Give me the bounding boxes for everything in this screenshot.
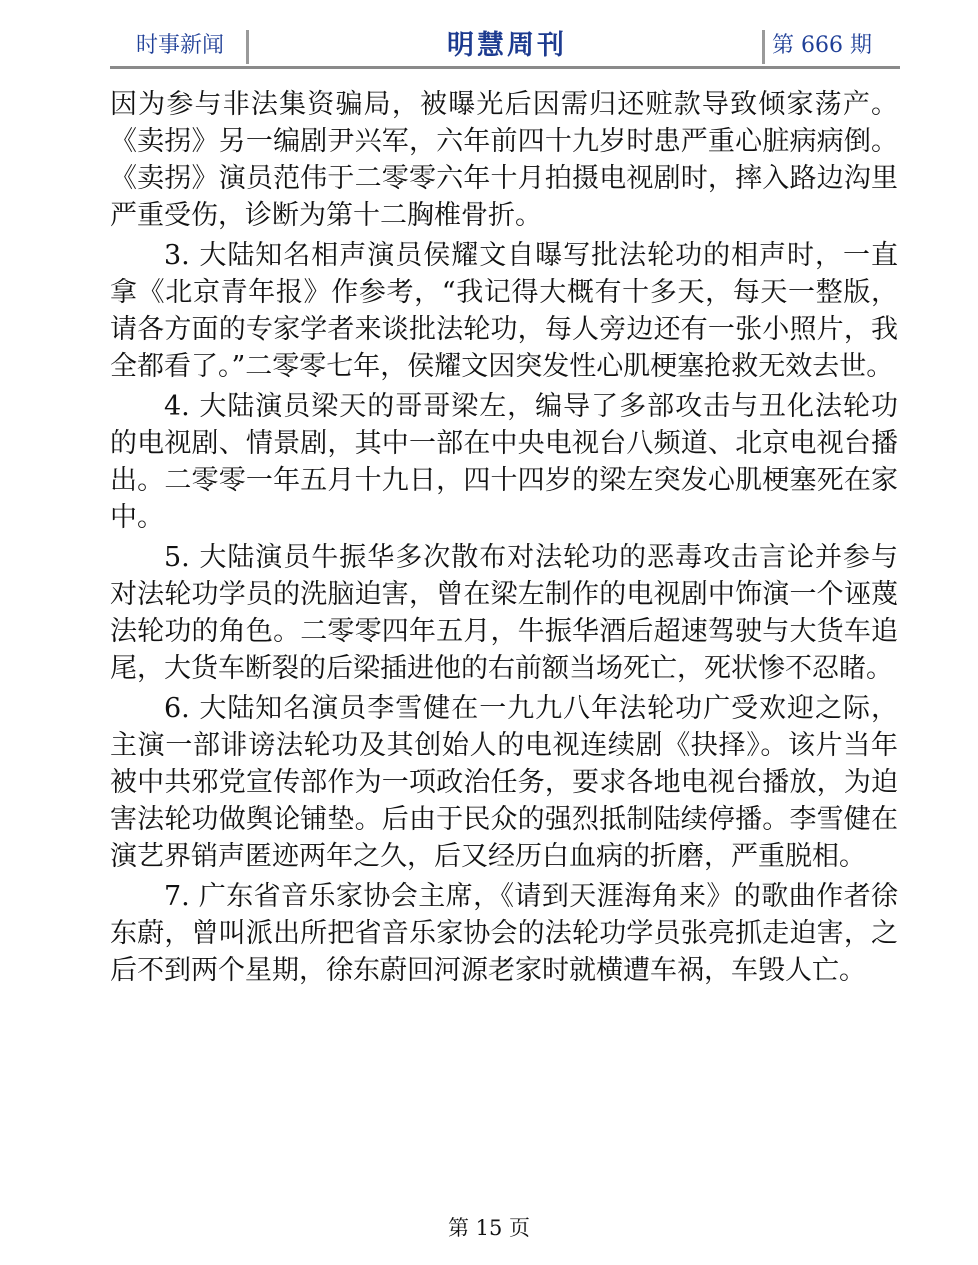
page-header bbox=[110, 28, 900, 69]
paragraph-item-3: 3. 大陆知名相声演员侯耀文自曝写批法轮功的相声时，一直拿《北京青年报》作参考，“我记得大概有十多天，每天一整版，请各方面的专家学者来谈批法轮功，每人旁边还有一张小照片，我全都看了。”二零零七年，侯耀文因突发性心肌梗塞抢救无效去世。 bbox=[110, 240, 898, 382]
page-number: 第 15 页 bbox=[447, 1216, 531, 1240]
article-body bbox=[110, 86, 898, 989]
publication-title: 明慧周刊 bbox=[447, 30, 567, 61]
paragraph-continued: 因为参与非法集资骗局，被曝光后因需归还赃款导致倾家荡产。《卖拐》另一编剧尹兴军，六年前四十九岁时患严重心脏病病倒。《卖拐》演员范伟于二零零六年十月拍摄电视剧时，摔入路边沟里严重受伤，诊断为第十二胸椎骨折。 bbox=[110, 89, 898, 231]
paragraph-item-5: 5. 大陆演员牛振华多次散布对法轮功的恶毒攻击言论并参与对法轮功学员的洗脑迫害，曾在梁左制作的电视剧中饰演一个诬蔑法轮功的角色。二零零四年五月，牛振华酒后超速驾驶与大货车追尾，大货车断裂的后梁插进他的右前额当场死亡，死状惨不忍睹。 bbox=[110, 542, 898, 684]
header-divider-right bbox=[762, 30, 765, 64]
paragraph-item-4: 4. 大陆演员梁天的哥哥梁左，编导了多部攻击与丑化法轮功的电视剧、情景剧，其中一部在中央电视台八频道、北京电视台播出。二零零一年五月十九日，四十四岁的梁左突发心肌梗塞死在家中。 bbox=[110, 391, 898, 533]
issue-number: 第 666 期 bbox=[772, 33, 872, 58]
paragraph-item-7: 7. 广东省音乐家协会主席，《请到天涯海角来》的歌曲作者徐东蔚，曾叫派出所把省音乐家协会的法轮功学员张亮抓走迫害，之后不到两个星期，徐东蔚回河源老家时就横遭车祸，车毁人亡。 bbox=[110, 881, 898, 986]
header-divider-left bbox=[246, 30, 249, 64]
section-label: 时事新闻 bbox=[136, 33, 225, 58]
paragraph-item-6: 6. 大陆知名演员李雪健在一九九八年法轮功广受欢迎之际，主演一部诽谤法轮功及其创始人的电视连续剧《抉择》。该片当年被中共邪党宣传部作为一项政治任务，要求各地电视台播放，为迫害法轮功做舆论铺垫。后由于民众的强烈抵制陆续停播。李雪健在演艺界销声匿迹两年之久，后又经历白血病的折磨，严重脱相。 bbox=[110, 693, 898, 872]
